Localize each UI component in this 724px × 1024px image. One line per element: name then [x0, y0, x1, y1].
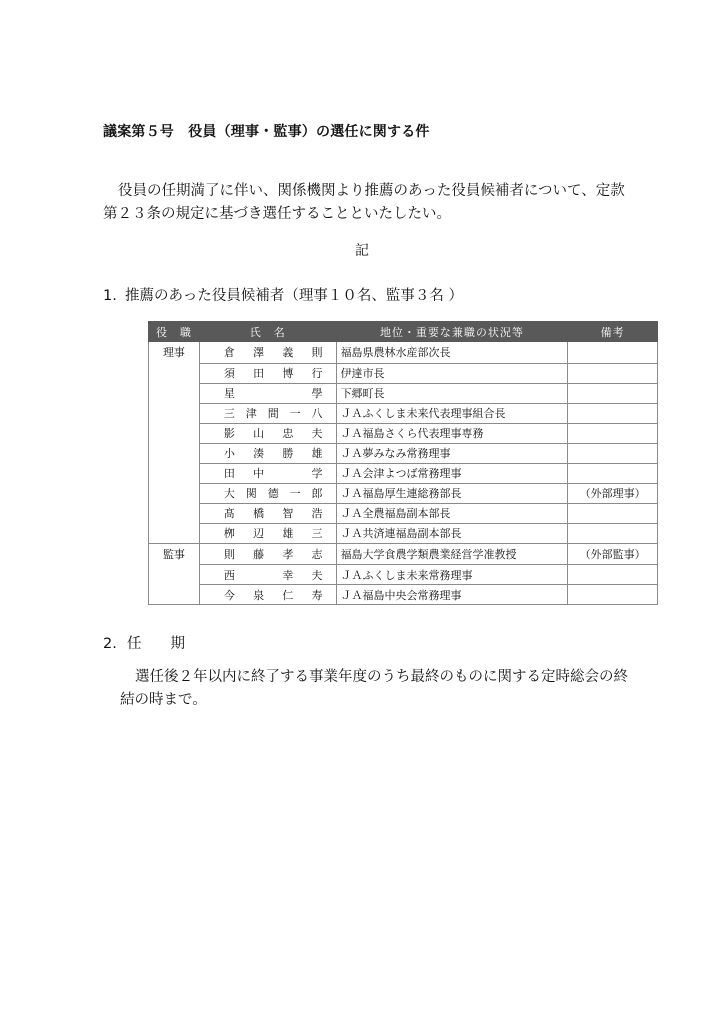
- table-row: [149, 503, 658, 523]
- section-2-heading: [103, 632, 185, 653]
- role-cell: [149, 483, 200, 503]
- officer-position: ＪＡ福島厚生連総務部長: [336, 483, 568, 503]
- officer-note: [568, 503, 658, 523]
- officer-note: [568, 342, 658, 364]
- document-title: 議案第５号 役員（理事・監事）の選任に関する件: [103, 124, 430, 140]
- header-name: 氏 名: [199, 322, 336, 342]
- role-cell: 監事: [149, 543, 200, 565]
- table-header-row: [149, 322, 658, 342]
- officer-name: 西 幸夫: [223, 568, 324, 582]
- officer-name: 田中 学: [223, 467, 324, 480]
- officer-name: 影山忠夫: [223, 427, 324, 440]
- officer-position: ＪＡ共済連福島副本部長: [336, 523, 568, 543]
- role-cell: [149, 565, 200, 585]
- section-2-title: 任 期: [127, 636, 185, 652]
- table-row: [149, 543, 658, 565]
- role-cell: [149, 383, 200, 403]
- role-cell: [149, 523, 200, 543]
- officer-position: ＪＡふくしま未来常務理事: [336, 565, 568, 585]
- role-cell: [149, 585, 200, 605]
- section-1-title: 推薦のあった役員候補者（理事１０名、監事３名 ）: [125, 288, 463, 304]
- officer-name: 栁辺雄三: [223, 527, 324, 540]
- role-cell: [149, 363, 200, 383]
- role-cell: [149, 463, 200, 483]
- table-row: [149, 523, 658, 543]
- officer-note: [568, 363, 658, 383]
- header-position: 地位・重要な兼職の状況等: [336, 322, 568, 342]
- officer-position: 下郷町長: [336, 383, 568, 403]
- section-1-number: 1.: [103, 288, 117, 304]
- table-row: [149, 565, 658, 585]
- role-cell: 理事: [149, 342, 200, 364]
- officer-position: ＪＡ福島さくら代表理事専務: [336, 423, 568, 443]
- officer-name: 星 學: [223, 387, 324, 400]
- table-row: [149, 483, 658, 503]
- role-cell: [149, 423, 200, 443]
- officer-name: 大関德一郎: [223, 487, 324, 500]
- officer-name: 髙橋智浩: [223, 507, 324, 520]
- role-cell: [149, 403, 200, 423]
- officer-note: [568, 565, 658, 585]
- officer-note: （外部監事）: [568, 543, 658, 565]
- role-cell: [149, 443, 200, 463]
- header-note: 備考: [568, 322, 658, 342]
- officer-note: [568, 463, 658, 483]
- officer-name: 三津間一八: [223, 407, 324, 420]
- officer-name: 須田博行: [223, 367, 324, 380]
- officer-note: （外部理事）: [568, 483, 658, 503]
- table-row: [149, 363, 658, 383]
- officer-name: 則藤孝志: [223, 547, 324, 561]
- table-row: [149, 383, 658, 403]
- officer-position: ＪＡ会津よつば常務理事: [336, 463, 568, 483]
- table-row: [149, 443, 658, 463]
- role-cell: [149, 503, 200, 523]
- table-row: [149, 585, 658, 605]
- officer-position: ＪＡ夢みなみ常務理事: [336, 443, 568, 463]
- officer-name: 今泉仁寿: [223, 588, 324, 602]
- intro-paragraph: 役員の任期満了に伴い、関係機関より推薦のあった役員候補者について、定款第２３条の規定に基づき選任することといたしたい。: [103, 183, 625, 222]
- officer-position: 福島県農林水産部次長: [336, 342, 568, 364]
- officer-name: 倉澤義則: [223, 346, 324, 360]
- header-role: 役 職: [149, 322, 200, 342]
- officer-note: [568, 383, 658, 403]
- officer-position: 伊達市長: [336, 363, 568, 383]
- officer-position: ＪＡ全農福島副本部長: [336, 503, 568, 523]
- section-1-heading: [103, 284, 463, 305]
- table-row: [149, 403, 658, 423]
- table-row: [149, 423, 658, 443]
- officer-candidates-table: [148, 321, 658, 605]
- section-2-number: 2.: [103, 636, 117, 652]
- table-row: [149, 463, 658, 483]
- officer-position: 福島大学食農学類農業経営学准教授: [336, 543, 568, 565]
- table-row: [149, 342, 658, 364]
- officer-note: [568, 403, 658, 423]
- term-paragraph: 選任後２年以内に終了する事業年度のうち最終のものに関する定時総会の終結の時まで。: [120, 669, 628, 708]
- officer-position: ＪＡふくしま未来代表理事組合長: [336, 403, 568, 423]
- officer-note: [568, 423, 658, 443]
- officer-note: [568, 443, 658, 463]
- officer-position: ＪＡ福島中央会常務理事: [336, 585, 568, 605]
- ki-heading: 記: [355, 243, 369, 259]
- officer-name: 小湊勝雄: [223, 447, 324, 460]
- officer-note: [568, 585, 658, 605]
- officer-note: [568, 523, 658, 543]
